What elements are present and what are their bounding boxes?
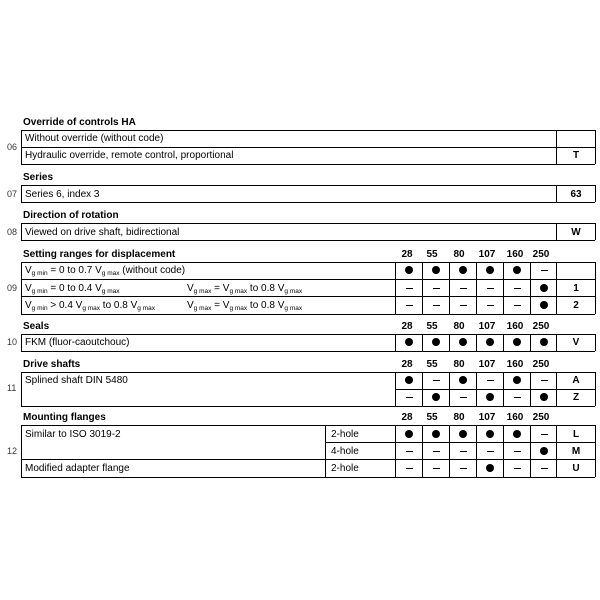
not-available-dash-icon xyxy=(541,434,548,435)
label-text: Modified adapter flange xyxy=(25,463,130,474)
rule-line xyxy=(21,425,22,477)
available-dot-icon xyxy=(432,338,440,346)
rule-line xyxy=(21,262,595,263)
availability-mark xyxy=(477,375,503,387)
availability-mark xyxy=(396,375,422,387)
not-available-dash-icon xyxy=(487,305,494,306)
availability-mark xyxy=(477,392,503,404)
availability-mark xyxy=(423,446,449,458)
not-available-dash-icon xyxy=(460,305,467,306)
option-code: T xyxy=(572,150,580,161)
rule-line xyxy=(21,372,22,406)
size-header-250: 250 xyxy=(532,412,550,423)
rule-line xyxy=(21,130,22,164)
size-header-80: 80 xyxy=(453,321,465,332)
formula-text: = 0 to 0.4 V xyxy=(47,283,102,294)
size-header-55: 55 xyxy=(426,412,438,423)
not-available-dash-icon xyxy=(406,451,413,452)
availability-mark xyxy=(450,463,476,475)
rule-line xyxy=(595,262,596,314)
setting-range-text xyxy=(25,283,120,298)
not-available-dash-icon xyxy=(406,305,413,306)
size-header-160: 160 xyxy=(506,412,524,423)
availability-mark xyxy=(477,337,503,349)
not-available-dash-icon xyxy=(514,451,521,452)
availability-mark xyxy=(450,375,476,387)
available-dot-icon xyxy=(486,266,494,274)
subscript-text: g max xyxy=(229,288,248,295)
formula-text: V xyxy=(25,265,32,276)
availability-mark xyxy=(450,300,476,312)
availability-mark xyxy=(504,265,530,277)
section-title: Override of controls HA xyxy=(23,117,136,128)
availability-mark xyxy=(504,429,530,441)
available-dot-icon xyxy=(486,430,494,438)
option-code: L xyxy=(572,429,580,440)
availability-mark xyxy=(477,446,503,458)
availability-mark xyxy=(423,463,449,475)
availability-mark xyxy=(423,375,449,387)
available-dot-icon xyxy=(432,266,440,274)
section-number: 11 xyxy=(7,383,17,393)
available-dot-icon xyxy=(513,376,521,384)
availability-mark xyxy=(504,392,530,404)
not-available-dash-icon xyxy=(487,288,494,289)
availability-mark xyxy=(504,375,530,387)
not-available-dash-icon xyxy=(541,468,548,469)
option-code: U xyxy=(572,463,580,474)
section-title: Seals xyxy=(23,321,50,332)
hole-count-text: 4-hole xyxy=(331,446,359,457)
rule-line xyxy=(595,185,596,202)
subscript-text: g max xyxy=(229,305,248,312)
availability-mark xyxy=(531,446,557,458)
label-text: Similar to ISO 3019-2 xyxy=(25,429,121,440)
section-number: 12 xyxy=(7,446,18,456)
available-dot-icon xyxy=(513,266,521,274)
availability-mark xyxy=(477,429,503,441)
rule-line xyxy=(595,372,596,406)
section-title: Direction of rotation xyxy=(23,210,119,221)
availability-mark xyxy=(450,429,476,441)
rule-line xyxy=(595,334,596,351)
section-number: 07 xyxy=(7,189,18,199)
not-available-dash-icon xyxy=(487,380,494,381)
label-text: Viewed on drive shaft, bidirectional xyxy=(25,227,180,238)
available-dot-icon xyxy=(459,266,467,274)
not-available-dash-icon xyxy=(433,288,440,289)
size-header-55: 55 xyxy=(426,321,438,332)
setting-range-text xyxy=(187,283,302,298)
available-dot-icon xyxy=(540,301,548,309)
available-dot-icon xyxy=(540,393,548,401)
rule-line xyxy=(21,223,595,224)
size-header-55: 55 xyxy=(426,359,438,370)
rule-line xyxy=(21,351,595,352)
size-header-107: 107 xyxy=(478,412,496,423)
availability-mark xyxy=(450,265,476,277)
not-available-dash-icon xyxy=(541,270,548,271)
rule-line xyxy=(21,223,22,240)
rule-line xyxy=(21,334,22,351)
size-header-160: 160 xyxy=(506,249,524,260)
not-available-dash-icon xyxy=(433,451,440,452)
not-available-dash-icon xyxy=(460,451,467,452)
rule-line xyxy=(21,130,595,131)
not-available-dash-icon xyxy=(514,397,521,398)
size-header-80: 80 xyxy=(453,249,465,260)
availability-mark xyxy=(531,463,557,475)
not-available-dash-icon xyxy=(460,288,467,289)
not-available-dash-icon xyxy=(406,397,413,398)
rule-line xyxy=(21,334,595,335)
rule-line xyxy=(21,202,595,203)
availability-mark xyxy=(477,283,503,295)
availability-mark xyxy=(423,392,449,404)
formula-text: to 0.8 V xyxy=(100,300,138,311)
option-code: Z xyxy=(572,392,580,403)
subscript-text: g max xyxy=(101,270,120,277)
rule-line xyxy=(325,442,595,443)
rule-line xyxy=(21,262,22,314)
subscript-text: g max xyxy=(284,288,303,295)
rule-line xyxy=(21,372,595,373)
available-dot-icon xyxy=(405,266,413,274)
formula-text: V xyxy=(25,283,32,294)
availability-mark xyxy=(477,463,503,475)
availability-mark xyxy=(396,446,422,458)
label-text: FKM (fluor-caoutchouc) xyxy=(25,337,130,348)
availability-mark xyxy=(396,265,422,277)
section-title: Drive shafts xyxy=(23,359,81,370)
availability-mark xyxy=(504,300,530,312)
availability-mark xyxy=(450,392,476,404)
hole-count-text: 2-hole xyxy=(331,429,359,440)
availability-mark xyxy=(396,392,422,404)
rule-line xyxy=(395,389,595,390)
section-number: 09 xyxy=(7,283,18,293)
rule-line xyxy=(595,223,596,240)
availability-mark xyxy=(423,300,449,312)
option-code: V xyxy=(572,337,580,348)
availability-mark xyxy=(531,265,557,277)
hole-count-text: 2-hole xyxy=(331,463,359,474)
availability-mark xyxy=(504,283,530,295)
available-dot-icon xyxy=(486,338,494,346)
size-header-80: 80 xyxy=(453,359,465,370)
subscript-text: g max xyxy=(193,305,212,312)
rule-line xyxy=(21,425,595,426)
rule-line xyxy=(21,459,595,460)
available-dot-icon xyxy=(540,338,548,346)
available-dot-icon xyxy=(486,393,494,401)
size-header-250: 250 xyxy=(532,321,550,332)
not-available-dash-icon xyxy=(433,380,440,381)
available-dot-icon xyxy=(459,338,467,346)
available-dot-icon xyxy=(513,430,521,438)
rule-line xyxy=(595,425,596,477)
label-text: Splined shaft DIN 5480 xyxy=(25,375,128,386)
available-dot-icon xyxy=(459,430,467,438)
not-available-dash-icon xyxy=(460,468,467,469)
available-dot-icon xyxy=(405,430,413,438)
subscript-text: g max xyxy=(82,305,101,312)
size-header-160: 160 xyxy=(506,359,524,370)
option-code: 2 xyxy=(573,300,579,311)
rule-line xyxy=(21,147,595,148)
setting-range-text xyxy=(25,300,155,315)
availability-mark xyxy=(423,283,449,295)
formula-text: = V xyxy=(211,283,230,294)
available-dot-icon xyxy=(432,430,440,438)
formula-text: (without code) xyxy=(119,265,186,276)
available-dot-icon xyxy=(486,464,494,472)
subscript-text: g min xyxy=(31,305,48,312)
section-title: Series xyxy=(23,172,54,183)
section-title: Mounting flanges xyxy=(23,412,106,423)
availability-mark xyxy=(531,283,557,295)
option-code: 1 xyxy=(573,283,579,294)
availability-mark xyxy=(504,446,530,458)
availability-mark xyxy=(396,463,422,475)
not-available-dash-icon xyxy=(433,305,440,306)
not-available-dash-icon xyxy=(487,451,494,452)
setting-range-text xyxy=(187,300,302,315)
availability-mark xyxy=(504,337,530,349)
size-header-28: 28 xyxy=(401,412,413,423)
size-header-28: 28 xyxy=(401,321,413,332)
size-header-250: 250 xyxy=(532,359,550,370)
formula-text: V xyxy=(25,300,32,311)
availability-mark xyxy=(396,283,422,295)
option-code: A xyxy=(572,375,580,386)
not-available-dash-icon xyxy=(433,468,440,469)
size-header-55: 55 xyxy=(426,249,438,260)
availability-mark xyxy=(477,300,503,312)
size-header-250: 250 xyxy=(532,249,550,260)
availability-mark xyxy=(396,300,422,312)
label-text: Without override (without code) xyxy=(25,133,164,144)
option-code: W xyxy=(571,227,581,238)
availability-mark xyxy=(423,337,449,349)
section-number: 06 xyxy=(7,142,18,152)
availability-mark xyxy=(423,429,449,441)
subscript-text: g min xyxy=(31,288,48,295)
rule-line xyxy=(21,185,595,186)
formula-text: > 0.4 V xyxy=(47,300,83,311)
rule-line xyxy=(21,185,22,202)
available-dot-icon xyxy=(405,338,413,346)
availability-mark xyxy=(531,300,557,312)
availability-mark xyxy=(504,463,530,475)
formula-text: to 0.8 V xyxy=(247,283,285,294)
availability-mark xyxy=(396,429,422,441)
not-available-dash-icon xyxy=(541,380,548,381)
section-number: 10 xyxy=(7,337,18,347)
available-dot-icon xyxy=(540,284,548,292)
option-code: 63 xyxy=(570,189,582,200)
setting-range-text xyxy=(25,265,185,280)
option-code: M xyxy=(571,446,581,457)
available-dot-icon xyxy=(459,376,467,384)
rule-line xyxy=(595,130,596,164)
not-available-dash-icon xyxy=(514,288,521,289)
size-header-160: 160 xyxy=(506,321,524,332)
formula-text: V xyxy=(187,283,194,294)
availability-mark xyxy=(531,392,557,404)
availability-mark xyxy=(396,337,422,349)
section-number: 08 xyxy=(7,227,18,237)
rule-line xyxy=(21,240,595,241)
size-header-107: 107 xyxy=(478,249,496,260)
rule-line xyxy=(21,164,595,165)
section-title: Setting ranges for displacement xyxy=(23,249,176,260)
size-header-107: 107 xyxy=(478,359,496,370)
label-text: Series 6, index 3 xyxy=(25,189,100,200)
size-header-28: 28 xyxy=(401,249,413,260)
availability-mark xyxy=(531,375,557,387)
label-text: Hydraulic override, remote control, proportional xyxy=(25,150,234,161)
rule-line xyxy=(21,477,595,478)
availability-mark xyxy=(450,337,476,349)
availability-mark xyxy=(450,283,476,295)
size-header-80: 80 xyxy=(453,412,465,423)
size-header-107: 107 xyxy=(478,321,496,332)
subscript-text: g max xyxy=(137,305,155,312)
available-dot-icon xyxy=(513,338,521,346)
availability-mark xyxy=(531,337,557,349)
subscript-text: g min xyxy=(31,270,48,277)
formula-text: = V xyxy=(211,300,230,311)
not-available-dash-icon xyxy=(460,397,467,398)
rule-line xyxy=(21,406,595,407)
formula-text: V xyxy=(187,300,194,311)
formula-text: = 0 to 0.7 V xyxy=(47,265,102,276)
rule-line xyxy=(325,425,326,477)
available-dot-icon xyxy=(432,393,440,401)
availability-mark xyxy=(477,265,503,277)
not-available-dash-icon xyxy=(406,468,413,469)
size-header-28: 28 xyxy=(401,359,413,370)
available-dot-icon xyxy=(405,376,413,384)
subscript-text: g max xyxy=(193,288,212,295)
availability-mark xyxy=(423,265,449,277)
not-available-dash-icon xyxy=(514,305,521,306)
formula-text: to 0.8 V xyxy=(247,300,285,311)
not-available-dash-icon xyxy=(406,288,413,289)
availability-mark xyxy=(450,446,476,458)
subscript-text: g max xyxy=(101,288,120,295)
available-dot-icon xyxy=(540,447,548,455)
not-available-dash-icon xyxy=(514,468,521,469)
subscript-text: g max xyxy=(284,305,303,312)
availability-mark xyxy=(531,429,557,441)
